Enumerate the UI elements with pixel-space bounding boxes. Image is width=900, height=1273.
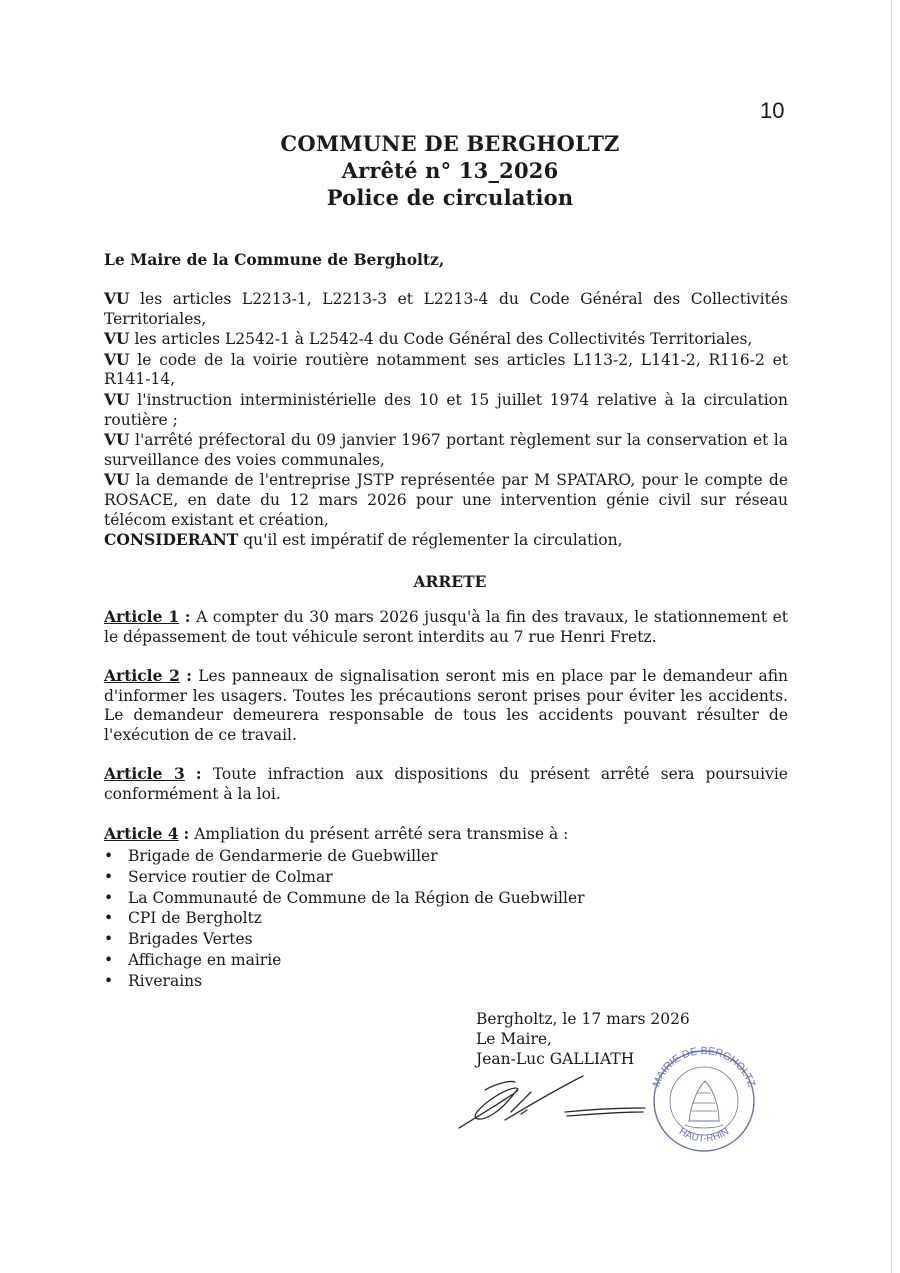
visa-keyword: CONSIDERANT — [104, 530, 239, 550]
article-label: Article 2 — [104, 666, 180, 685]
place-date: Bergholtz, le 17 mars 2026 — [476, 1010, 690, 1028]
visa-keyword: VU — [104, 349, 130, 369]
svg-text:HAUT-RHIN — [677, 1126, 731, 1144]
visa-text: l'instruction interministérielle des 10 et 15 juillet 1974 relative à la circulation routière ; — [104, 390, 788, 429]
list-item: • Brigade de Gendarmerie de Guebwiller — [104, 846, 585, 867]
list-item: • Service routier de Colmar — [104, 867, 585, 888]
visa-text: qu'il est impératif de réglementer la circulation, — [238, 531, 623, 550]
article-label: Article 4 — [104, 824, 179, 843]
article-text: A compter du 30 mars 2026 jusqu'à la fin des travaux, le stationnement et le dépassement de tout véhicule seront interdits au 7 rue Henri Fretz. — [104, 608, 789, 646]
article-text: Toute infraction aux dispositions du présent arrêté sera poursuivie conformément à la loi. — [104, 765, 788, 803]
article-3: Article 3 : Toute infraction aux dispositions du présent arrêté sera poursuivie conformément à la loi. — [104, 764, 788, 803]
stamp-text-bottom: HAUT-RHIN — [676, 1126, 732, 1145]
visa-text: l'arrêté préfectoral du 09 janvier 1967 portant règlement sur la conservation et la surveillance des voies communales, — [104, 431, 788, 469]
article-4: Article 4 : Ampliation du présent arrêté sera transmise à : — [104, 824, 569, 843]
visa-text: les articles L2542-1 à L2542-4 du Code Général des Collectivités Territoriales, — [129, 330, 753, 349]
article-label: Article 1 — [104, 607, 180, 626]
visa-keyword: VU — [104, 329, 130, 349]
recipients-list — [104, 846, 585, 992]
page-number: 10 — [760, 98, 785, 123]
list-item: • Riverains — [104, 971, 585, 992]
article-label: Article 3 — [104, 764, 185, 783]
visa-paragraph — [104, 470, 788, 530]
list-item: • Affichage en mairie — [104, 950, 585, 971]
visa-paragraph — [104, 329, 788, 350]
visa-paragraph — [104, 390, 788, 430]
article-text: Les panneaux de signalisation seront mis en place par le demandeur afin d'informer les usagers. Toutes les précautions seront prises pour éviter les accidents. Le demandeur demeurera responsable de tous les accidents pouvant résulter de l'exécution de ce travail. — [104, 667, 789, 744]
signatory-role: Le Maire, — [476, 1030, 552, 1048]
article-2: Article 2 : Les panneaux de signalisation seront mis en place par le demandeur afin d'informer les usagers. Toutes les précautions seront prises pour éviter les accidents. Le demandeur demeurera responsable de tous les accidents pouvant résulter de l'exécution de ce travail. — [104, 666, 789, 744]
list-item: • La Communauté de Commune de la Région de Guebwiller — [104, 888, 585, 909]
visa-text: le code de la voirie routière notamment ses articles L113-2, L141-2, R116-2 et R141-14, — [104, 350, 788, 389]
visa-text: la demande de l'entreprise JSTP représentée par M SPATARO, pour le compte de ROSACE, en date du 12 mars 2026 pour une intervention génie civil sur réseau télécom existant et création, — [104, 471, 788, 529]
visa-paragraph — [104, 430, 788, 470]
list-item: • Brigades Vertes — [104, 929, 585, 950]
stamp-text-top: MAIRIE DE BERGHOLTZ — [650, 1045, 758, 1089]
visa-keyword: VU — [104, 389, 130, 409]
considerant-paragraph — [104, 530, 788, 551]
visas-section — [104, 289, 788, 551]
signatory-name: Jean-Luc GALLIATH — [476, 1050, 635, 1068]
visa-paragraph — [104, 350, 788, 390]
arrete-number: Arrêté n° 13_2026 — [341, 158, 559, 183]
official-stamp — [645, 1045, 763, 1153]
article-1: Article 1 : A compter du 30 mars 2026 jusqu'à la fin des travaux, le stationnement et le dépassement de tout véhicule seront interdits au 7 rue Henri Fretz. — [104, 607, 789, 646]
arrete-subject: Police de circulation — [326, 185, 574, 210]
visa-keyword: VU — [104, 470, 130, 490]
document-header — [0, 130, 900, 211]
visa-text: les articles L2213-1, L2213-3 et L2213-4 du Code Général des Collectivités Territoriales, — [104, 290, 788, 328]
handwritten-signature — [455, 1068, 655, 1138]
commune-title: COMMUNE DE BERGHOLTZ — [280, 131, 620, 156]
decision-title: ARRETE — [413, 572, 487, 591]
intro-line: Le Maire de la Commune de Bergholtz, — [104, 250, 445, 269]
visa-keyword: VU — [104, 289, 130, 308]
visa-keyword: VU — [104, 430, 130, 450]
list-item: • CPI de Bergholtz — [104, 908, 585, 929]
article-text: Ampliation du présent arrêté sera transmise à : — [194, 825, 569, 843]
visa-paragraph — [104, 289, 788, 329]
